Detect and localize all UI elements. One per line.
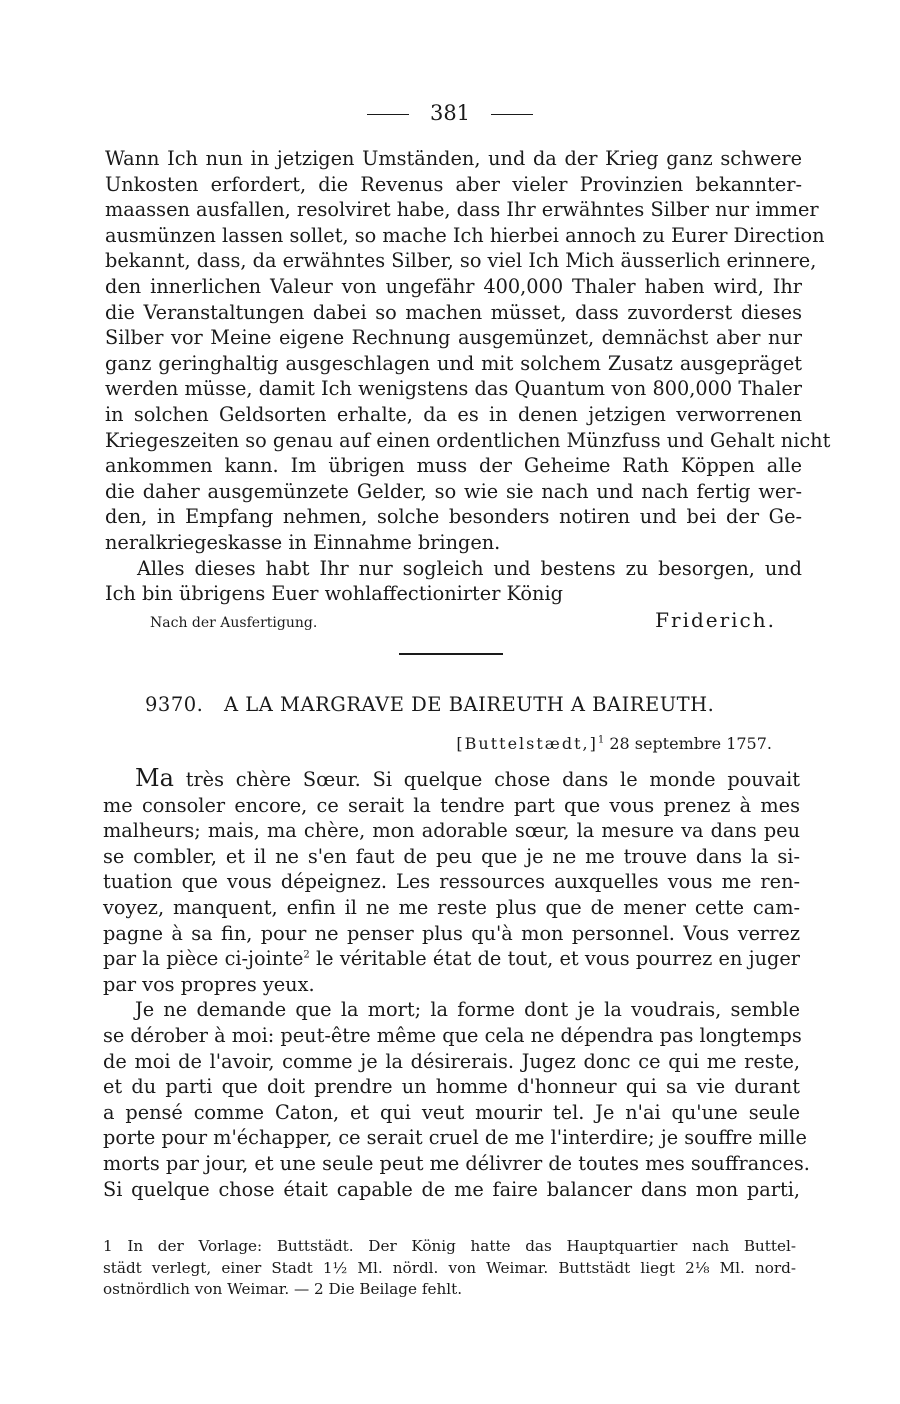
closing-line: Alles dieses habt Ihr nur sogleich und bestens zu besorgen, und [137,556,802,580]
letter-text-continued [105,146,831,607]
text-line: ausmünzen lassen sollet, so mache Ich hierbei annoch zu Eurer Direction [105,223,825,247]
text-line: par vos propres yeux. [103,972,315,996]
text-line: ganz geringhaltig ausgeschlagen und mit solchem Zusatz ausgepräget [105,351,802,375]
text-line: malheurs; mais, ma chère, mon adorable sœur, la mesure va dans peu [103,819,800,843]
letter-heading [145,693,785,716]
opening-word: Ma [135,764,174,792]
text-line: Je ne demande que la mort; la forme dont je la voudrais, semble [135,998,800,1022]
text-line: se combler, et il ne s'en faut de peu que je ne me trouve dans la si- [103,844,800,868]
text-span: par la pièce ci-jointe [103,947,304,971]
text-line: Unkosten erfordert, die Revenus aber vieler Provinzien bekannter- [105,172,802,196]
text-line: die Veranstaltungen dabei so machen müsset, dass zuvorderst dieses [105,300,802,324]
text-line: Kriegeszeiten so genau auf einen ordentlichen Münzfuss und Gehalt nicht [105,428,831,452]
text-line: a pensé comme Caton, et qui veut mourir tel. Je n'ai qu'une seule [103,1100,800,1124]
source-and-signature [150,608,776,632]
text-line: voyez, manquent, enfin il ne me reste plus que de mener cette cam- [103,895,800,919]
text-line: Silber vor Meine eigene Rechnung ausgemünzet, demnächst aber nur [105,326,802,350]
text-line: pagne à sa fin, pour ne penser plus qu'à mon personnel. Vous verrez [103,921,800,945]
text-line [103,946,800,972]
text-line: porte pour m'échapper, ce serait cruel de me l'interdire; je souffre mille [103,1126,807,1150]
footnotes [103,1236,796,1301]
text-line: den innerlichen Valeur von ungefähr 400,000 Thaler haben wird, Ihr [105,274,802,298]
header-rule-right [491,114,533,115]
signature: Friderich. [655,608,776,632]
date: 28 septembre 1757. [609,734,772,753]
letter-body [103,764,810,1202]
letter-title: A LA MARGRAVE DE BAIREUTH A BAIREUTH. [224,693,715,716]
text-line: et du parti que doit prendre un homme d'honneur qui sa vie durant [103,1075,800,1099]
text-line: tuation que vous dépeignez. Les ressources auxquelles vous me ren- [103,870,800,894]
text-line: Si quelque chose était capable de me faire balancer dans mon parti, [103,1177,800,1201]
letter-number: 9370. [145,693,204,716]
text-line: se dérober à moi: peut-être même que cela ne dépendra pas longtemps [103,1023,802,1047]
text-line: morts par jour, et une seule peut me délivrer de toutes mes souffrances. [103,1151,810,1175]
page-header [0,98,900,128]
source-note: Nach der Ausfertigung. [150,615,318,631]
text-line: Wann Ich nun in jetzigen Umständen, und da der Krieg ganz schwere [105,147,802,170]
text-line: maassen ausfallen, resolviret habe, dass Ihr erwähntes Silber nur immer [105,198,819,222]
text-line: bekannt, dass, da erwähntes Silber, so viel Ich Mich äusserlich erinnere, [105,249,817,273]
text-line: ankommen kann. Im übrigen muss der Geheime Rath Köppen alle [105,454,802,478]
page-number: 381 [429,101,471,125]
section-divider [399,653,503,655]
footnote-ref: 1 [597,734,605,746]
text-span: très chère Sœur. Si quelque chose dans le monde pouvait [185,768,800,791]
text-line [103,766,800,793]
footnote-ref: 2 [303,949,310,961]
text-line: neralkriegeskasse in Einnahme bringen. [105,530,501,554]
text-line: in solchen Geldsorten erhalte, da es in denen jetzigen verworrenen [105,402,802,426]
text-line: de moi de l'avoir, comme je la désirerais. Jugez donc ce qui me reste, [103,1049,800,1073]
text-line: me consoler encore, ce serait la tendre part que vous prenez à mes [103,793,800,817]
text-line: den, in Empfang nehmen, solche besonders notiren und bei der Ge- [105,505,802,529]
footnote-line: ostnördlich von Weimar. — 2 Die Beilage fehlt. [103,1280,463,1298]
header-rule-left [367,114,409,115]
date-place: [Buttelstædt,] [456,734,598,753]
text-span: le véritable état de tout, et vous pourrez en juger [309,947,800,971]
text-line: die daher ausgemünzete Gelder, so wie sie nach und nach fertig wer- [105,479,802,503]
text-line: werden müsse, damit Ich wenigstens das Quantum von 800,000 Thaler [105,377,802,401]
dateline [0,734,772,753]
footnote-line: 1 In der Vorlage: Buttstädt. Der König hatte das Hauptquartier nach Buttel- [103,1237,796,1255]
closing-line: Ich bin übrigens Euer wohlaffectionirter König [105,582,563,606]
footnote-line: städt verlegt, einer Stadt 1½ Ml. nördl. von Weimar. Buttstädt liegt 2⅛ Ml. nord- [103,1258,796,1277]
